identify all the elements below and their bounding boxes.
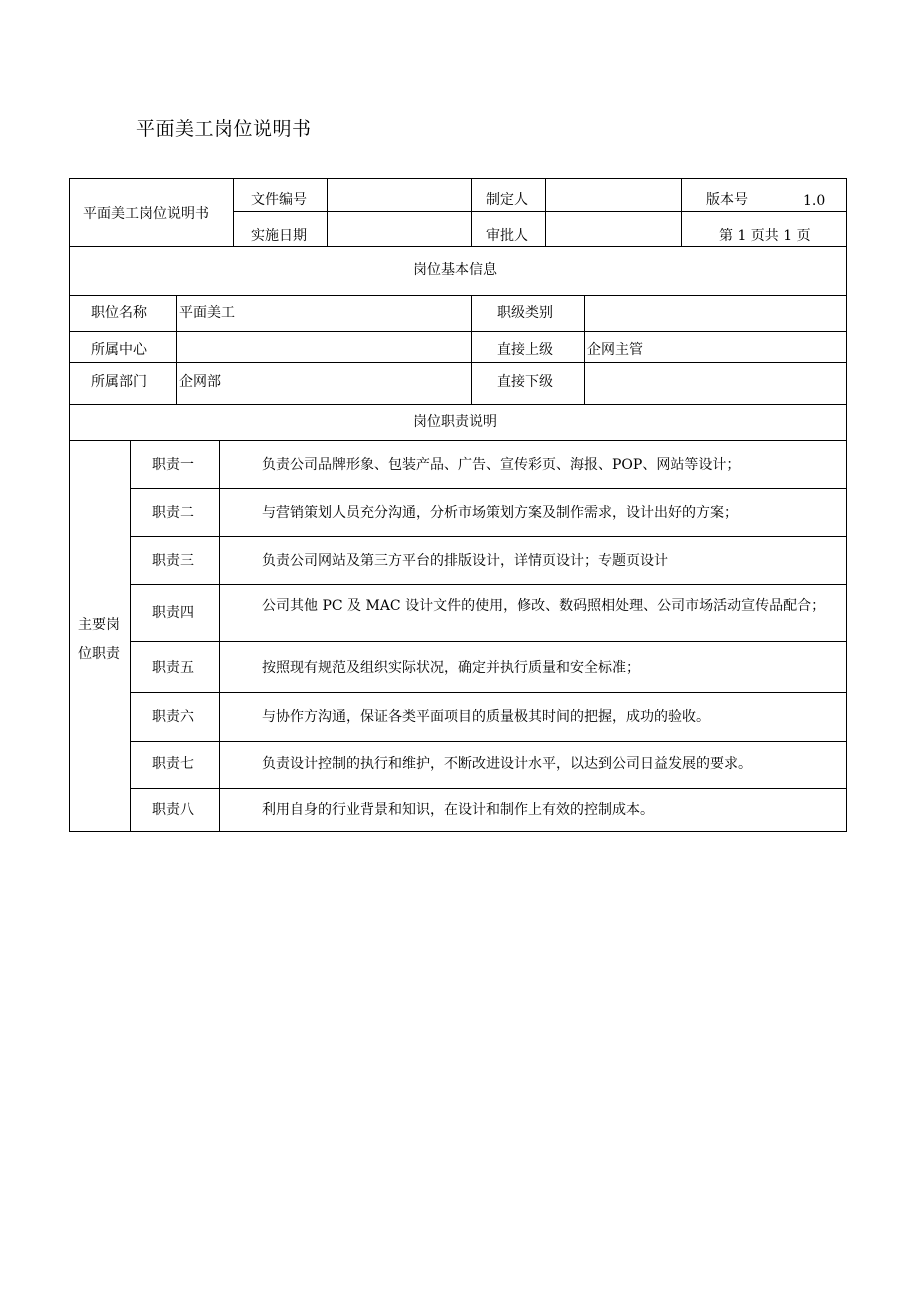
version-label: 版本号 xyxy=(706,192,748,208)
approver-label: 审批人 xyxy=(486,228,528,244)
page-info: 第 1 页共 1 页 xyxy=(719,228,811,244)
table-divider xyxy=(69,440,847,441)
file-no-label: 文件编号 xyxy=(251,192,307,208)
superior-value: 企网主管 xyxy=(587,342,643,358)
table-divider xyxy=(584,295,585,404)
duty-label: 职责三 xyxy=(152,553,194,569)
table-divider xyxy=(471,178,472,246)
table-divider xyxy=(681,178,682,246)
table-divider xyxy=(69,295,847,296)
table-divider xyxy=(130,584,847,585)
table-divider xyxy=(130,536,847,537)
table-divider xyxy=(69,404,847,405)
table-divider xyxy=(219,440,220,831)
table-divider xyxy=(233,178,234,246)
duty-label: 职责一 xyxy=(152,457,194,473)
duty-text: 负责设计控制的执行和维护，不断改进设计水平，以达到公司日益发展的要求。 xyxy=(262,756,752,772)
main-duties-label-line2: 位职责 xyxy=(78,646,120,662)
grade-label: 职级类别 xyxy=(497,305,553,321)
table-divider xyxy=(471,295,472,404)
duty-label: 职责六 xyxy=(152,709,194,725)
duty-label: 职责四 xyxy=(152,605,194,621)
doc-name-cell: 平面美工岗位说明书 xyxy=(83,206,209,222)
duty-label: 职责八 xyxy=(152,802,194,818)
table-divider xyxy=(69,246,847,247)
duty-text: 公司其他 PC 及 MAC 设计文件的使用，修改、数码照相处理、公司市场活动宣传品配合； xyxy=(262,598,826,614)
table-border-bottom xyxy=(69,831,847,832)
main-duties-label-line1: 主要岗 xyxy=(78,617,120,633)
table-divider xyxy=(233,211,847,212)
table-divider xyxy=(176,295,177,404)
effective-date-label: 实施日期 xyxy=(251,228,307,244)
table-divider xyxy=(130,641,847,642)
dept-value: 企网部 xyxy=(179,374,221,390)
duty-label: 职责五 xyxy=(152,660,194,676)
table-divider xyxy=(130,788,847,789)
section-title-basic-info: 岗位基本信息 xyxy=(413,262,497,278)
page-title: 平面美工岗位说明书 xyxy=(136,118,312,140)
duty-text: 与协作方沟通，保证各类平面项目的质量极其时间的把握，成功的验收。 xyxy=(262,709,710,725)
table-border-right xyxy=(846,178,847,832)
table-divider xyxy=(130,488,847,489)
table-divider xyxy=(130,741,847,742)
duty-label: 职责七 xyxy=(152,756,194,772)
duty-text: 与营销策划人员充分沟通，分析市场策划方案及制作需求，设计出好的方案； xyxy=(262,505,738,521)
table-border-left xyxy=(69,178,70,832)
table-divider xyxy=(130,692,847,693)
table-divider xyxy=(69,362,847,363)
center-label: 所属中心 xyxy=(91,342,147,358)
duty-text: 负责公司网站及第三方平台的排版设计，详情页设计；专题页设计 xyxy=(262,553,668,569)
table-divider xyxy=(130,440,131,831)
position-name-label: 职位名称 xyxy=(91,305,147,321)
duty-label: 职责二 xyxy=(152,505,194,521)
subordinate-label: 直接下级 xyxy=(497,374,553,390)
table-border-top xyxy=(69,178,847,179)
table-divider xyxy=(545,178,546,246)
duty-text: 按照现有规范及组织实际状况，确定并执行质量和安全标准； xyxy=(262,660,640,676)
position-name-value: 平面美工 xyxy=(179,305,235,321)
author-label: 制定人 xyxy=(486,192,528,208)
dept-label: 所属部门 xyxy=(91,374,147,390)
table-divider xyxy=(327,178,328,246)
duty-text: 负责公司品牌形象、包装产品、广告、宣传彩页、海报、POP、网站等设计； xyxy=(262,457,741,473)
section-title-duties: 岗位职责说明 xyxy=(413,414,497,430)
table-divider xyxy=(69,331,847,332)
duty-text: 利用自身的行业背景和知识，在设计和制作上有效的控制成本。 xyxy=(262,802,654,818)
superior-label: 直接上级 xyxy=(497,342,553,358)
version-value: 1.0 xyxy=(803,193,826,209)
